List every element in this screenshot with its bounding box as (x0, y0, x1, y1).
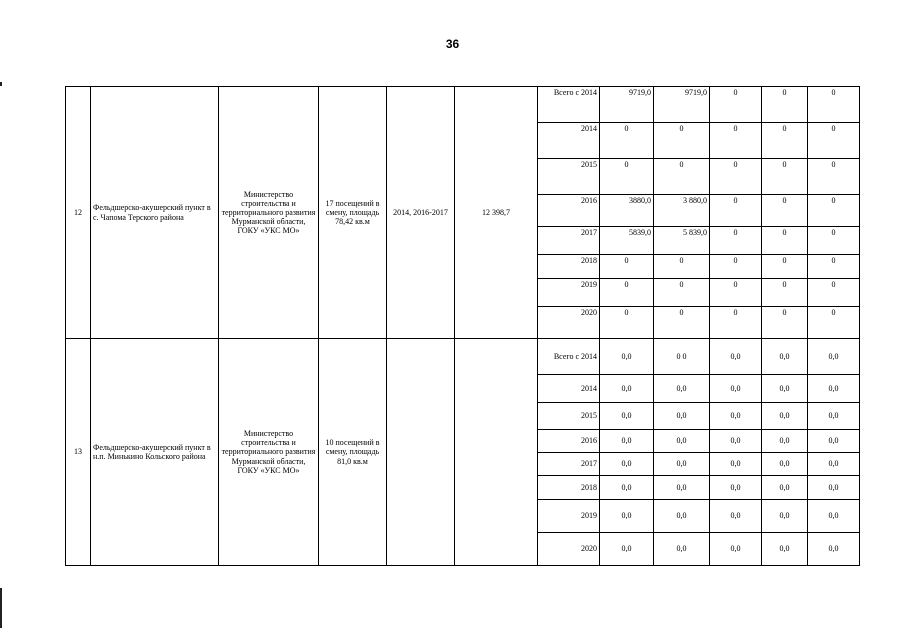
row-number: 12 (66, 87, 91, 339)
capacity: 17 посещений в смену, площадь 78,42 кв.м (319, 87, 387, 339)
value-cell: 0 (808, 123, 860, 159)
value-cell: 0,0 (710, 339, 762, 375)
value-cell: 0 (710, 255, 762, 279)
year-cell: 2018 (538, 476, 600, 500)
value-cell: 0 (654, 255, 710, 279)
year-cell: 2017 (538, 227, 600, 255)
value-cell: 0 (808, 159, 860, 195)
year-cell: 2016 (538, 430, 600, 453)
value-cell: 3880,0 (600, 195, 654, 227)
value-cell: 0 (600, 255, 654, 279)
year-cell: 2015 (538, 159, 600, 195)
value-cell: 0,0 (762, 375, 808, 403)
year-cell: 2019 (538, 279, 600, 307)
year-cell: 2017 (538, 453, 600, 476)
value-cell: 0,0 (762, 476, 808, 500)
value-cell: 0,0 (808, 453, 860, 476)
value-cell: 0,0 (600, 339, 654, 375)
value-cell: 0,0 (600, 453, 654, 476)
value-cell: 0 (808, 255, 860, 279)
table-row (66, 339, 860, 375)
value-cell: 0,0 (710, 403, 762, 430)
year-cell: 2019 (538, 500, 600, 533)
value-cell: 0 (654, 279, 710, 307)
value-cell: 0,0 (808, 476, 860, 500)
value-cell: 0 (762, 87, 808, 123)
value-cell: 0 (654, 159, 710, 195)
period: 2014, 2016-2017 (387, 87, 455, 339)
value-cell: 0,0 (710, 453, 762, 476)
value-cell: 0,0 (710, 430, 762, 453)
value-cell: 0 (710, 195, 762, 227)
value-cell: 0 (762, 255, 808, 279)
value-cell: 0 (762, 279, 808, 307)
object-name: Фельдшерско-акушерский пункт в н.п. Минькино Кольского района (91, 339, 219, 566)
value-cell: 0,0 (600, 430, 654, 453)
value-cell: 0,0 (762, 403, 808, 430)
value-cell: 0,0 (762, 339, 808, 375)
value-cell: 5 839,0 (654, 227, 710, 255)
value-cell: 0,0 (710, 500, 762, 533)
scan-edge-mark (0, 82, 2, 86)
object-name: Фельдшерско-акушерский пункт в с. Чапома Терского района (91, 87, 219, 339)
year-cell: Всего с 2014 (538, 87, 600, 123)
year-cell: 2015 (538, 403, 600, 430)
value-cell: 0,0 (808, 375, 860, 403)
value-cell: 0,0 (654, 375, 710, 403)
value-cell: 0,0 (654, 430, 710, 453)
value-cell: 9719,0 (600, 87, 654, 123)
value-cell: 0,0 (808, 430, 860, 453)
value-cell: 0,0 (808, 403, 860, 430)
value-cell: 5839,0 (600, 227, 654, 255)
value-cell: 0 (762, 195, 808, 227)
year-cell: 2018 (538, 255, 600, 279)
value-cell: 0 (654, 123, 710, 159)
value-cell: 0 (808, 195, 860, 227)
value-cell: 0 (654, 307, 710, 339)
year-cell: 2014 (538, 123, 600, 159)
value-cell: 0 (600, 159, 654, 195)
value-cell: 0 (762, 123, 808, 159)
value-cell: 0 (600, 279, 654, 307)
year-cell: Всего с 2014 (538, 339, 600, 375)
value-cell: 0,0 (654, 453, 710, 476)
table-row (66, 87, 860, 123)
cost: 12 398,7 (455, 87, 538, 339)
value-cell: 0,0 (600, 375, 654, 403)
year-cell: 2016 (538, 195, 600, 227)
value-cell: 0,0 (808, 339, 860, 375)
value-cell: 3 880,0 (654, 195, 710, 227)
value-cell: 0 (808, 279, 860, 307)
value-cell: 0,0 (808, 533, 860, 566)
value-cell: 0,0 (710, 533, 762, 566)
page-number: 36 (445, 37, 460, 51)
year-cell: 2020 (538, 533, 600, 566)
value-cell: 0,0 (654, 500, 710, 533)
year-cell: 2020 (538, 307, 600, 339)
value-cell: 0,0 (600, 533, 654, 566)
row-number: 13 (66, 339, 91, 566)
value-cell: 0 (710, 279, 762, 307)
value-cell: 0,0 (654, 533, 710, 566)
period (387, 339, 455, 566)
value-cell: 0 (762, 307, 808, 339)
value-cell: 0,0 (762, 500, 808, 533)
value-cell: 0,0 (762, 533, 808, 566)
value-cell: 0 (710, 307, 762, 339)
value-cell: 0 0 (654, 339, 710, 375)
value-cell: 0,0 (762, 453, 808, 476)
value-cell: 0,0 (654, 476, 710, 500)
cost (455, 339, 538, 566)
value-cell: 0,0 (654, 403, 710, 430)
objects-table (65, 86, 860, 566)
year-cell: 2014 (538, 375, 600, 403)
customer: Министерство строительства и территориального развития Мурманской области, ГОКУ «УКС МО» (219, 87, 319, 339)
value-cell: 0 (762, 227, 808, 255)
value-cell: 0,0 (600, 476, 654, 500)
value-cell: 9719,0 (654, 87, 710, 123)
value-cell: 0,0 (600, 403, 654, 430)
value-cell: 0 (710, 159, 762, 195)
value-cell: 0,0 (762, 430, 808, 453)
value-cell: 0 (710, 87, 762, 123)
value-cell: 0 (808, 227, 860, 255)
value-cell: 0 (600, 307, 654, 339)
value-cell: 0,0 (600, 500, 654, 533)
scan-edge-mark (0, 588, 2, 628)
value-cell: 0,0 (710, 375, 762, 403)
value-cell: 0 (808, 87, 860, 123)
value-cell: 0 (710, 123, 762, 159)
customer: Министерство строительства и территориального развития Мурманской области, ГОКУ «УКС МО» (219, 339, 319, 566)
value-cell: 0 (808, 307, 860, 339)
value-cell: 0 (600, 123, 654, 159)
value-cell: 0 (710, 227, 762, 255)
value-cell: 0,0 (710, 476, 762, 500)
value-cell: 0,0 (808, 500, 860, 533)
capacity: 10 посещений в смену, площадь 81,0 кв.м (319, 339, 387, 566)
value-cell: 0 (762, 159, 808, 195)
